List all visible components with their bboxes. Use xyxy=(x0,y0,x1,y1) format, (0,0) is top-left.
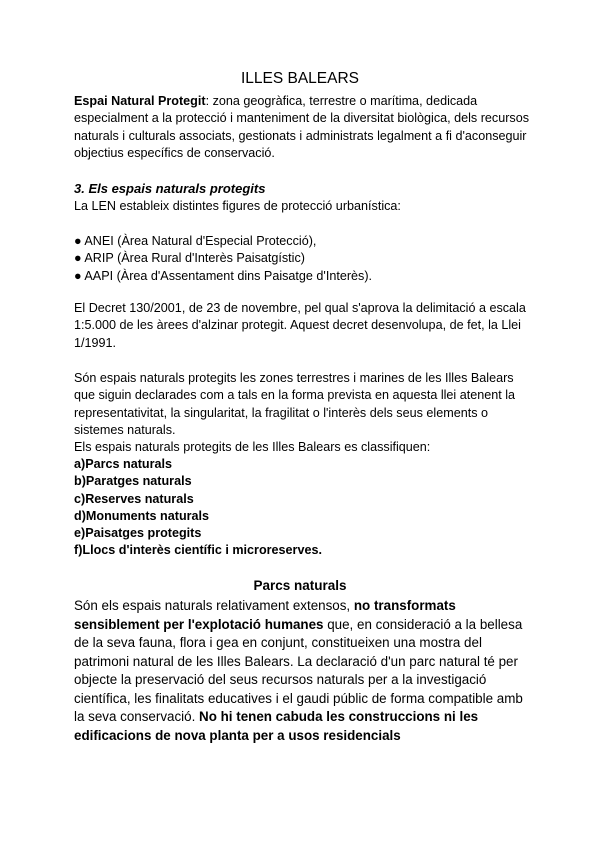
definition-paragraph: Són espais naturals protegits les zones terrestres i marines de les Illes Balears que siguin declarades com a tals en la forma prevista en aquesta llei atenent la representativitat, la singularitat, la fragilitat o l'interès dels seus elements o sistemes naturals. xyxy=(74,371,516,437)
list-item: d)Monuments naturals xyxy=(74,508,210,523)
list-item: e)Paisatges protegits xyxy=(74,526,202,541)
section-heading: 3. Els espais naturals protegits xyxy=(74,181,266,196)
document-title: ILLES BALEARS xyxy=(240,70,360,87)
list-item: ● ANEI (Àrea Natural d'Especial Protecció), xyxy=(74,234,317,248)
list-item: ● AAPI (Àrea d'Assentament dins Paisatge d'Interès). xyxy=(74,268,373,283)
list-item: c)Reserves naturals xyxy=(74,491,194,506)
list-item: a)Parcs naturals xyxy=(74,457,173,471)
intro-text: : zona geogràfica, terrestre o marítima, dedicada especialment a la protecció i manteniment de la diversitat biològica, dels recursos naturals i culturals associats, gestionats i administrats legalment a fi d'aconseguir objectius específics de conservació. xyxy=(74,94,530,160)
parcs-bold-1: no transformats sensiblement per l'explotació humanes xyxy=(74,598,456,632)
list-item: ● ARIP (Àrea Rural d'Interès Paisatgístic) xyxy=(74,251,305,266)
section-lead: La LEN estableix distintes figures de protecció urbanística: xyxy=(74,199,401,213)
list-item: f)Llocs d'interès científic i microreserves. xyxy=(74,543,322,558)
intro-paragraph xyxy=(74,93,534,162)
parcs-text-1: Són els espais naturals relativament extensos, xyxy=(74,598,354,613)
intro-term: Espai Natural Protegit xyxy=(74,94,206,108)
classification-lead: Els espais naturals protegits de les Illes Balears es classifiquen: xyxy=(74,440,431,454)
protection-figures-list xyxy=(74,233,534,285)
parcs-paragraph xyxy=(74,597,534,745)
parcs-heading: Parcs naturals xyxy=(253,578,347,593)
list-item: b)Paratges naturals xyxy=(74,474,192,489)
parcs-text-2: que, en consideració a la bellesa de la seva fauna, flora i gea en conjunt, constitueixen una mostra del patrimoni natural de les Illes Balears. La declaració d'un parc natural té per objecte la preservació del seus recursos naturals per a la investigació científica, les finalitats educatives i el gaudi públic de forma compatible amb la seva conservació. xyxy=(74,616,523,724)
decret-paragraph: El Decret 130/2001, de 23 de novembre, pel qual s'aprova la delimitació a escala 1:5.000 de les àrees d'alzinar protegit. Aquest decret desenvolupa, de fet, la Llei 1/1991. xyxy=(74,301,526,350)
parcs-bold-2: No hi tenen cabuda les construccions ni les edificacions de nova planta per a usos residencials xyxy=(74,709,479,743)
categories-list xyxy=(74,456,534,560)
